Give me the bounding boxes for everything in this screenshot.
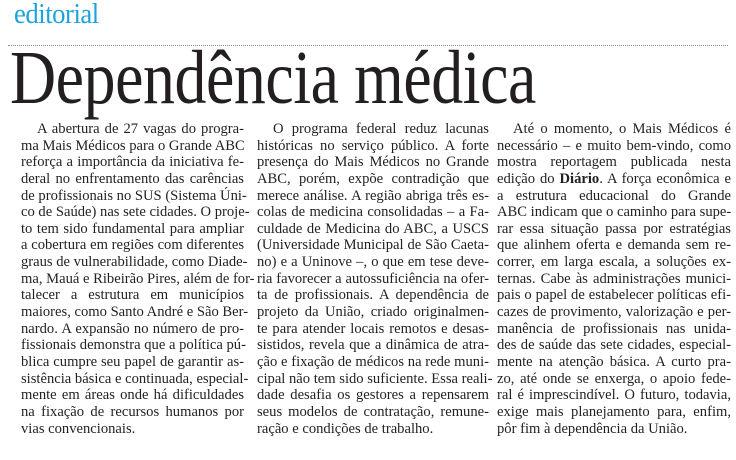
text-line: ma, Mauá e Ribeirão Pires, além de for- — [21, 270, 255, 287]
text-line: manência de profissionais nas unida- — [497, 320, 731, 337]
text-line: presença do Mais Médicos no Grande — [257, 154, 489, 171]
text-line: ral é imprescindível. O futuro, todavia, — [497, 387, 731, 404]
text-line: cazes de provimento, valorização e per- — [497, 304, 731, 321]
text-line: no) e a Uninove –, o que em tese deve- — [257, 254, 489, 271]
column-1 — [21, 121, 255, 437]
text-line: mostra reportagem publicada nesta — [497, 154, 731, 171]
text-line: blica cumpre seu papel de garantir as- — [21, 353, 244, 370]
text-line: des de saúde das sete cidades, especial- — [497, 337, 731, 354]
text-line: ta de profissionais. A dependência de — [257, 287, 489, 304]
text-line: ABC, porém, expõe contradição que — [257, 170, 489, 187]
text-line: pôr fim à dependência da União. — [497, 420, 688, 437]
text-line: graus de vulnerabilidade, como Diade- — [21, 254, 248, 271]
text-line: pais o papel de estabelecer políticas efi- — [497, 287, 731, 304]
text-line: culdade de Medicina do ABC, a USCS — [257, 220, 489, 237]
text-line: colas de medicina consolidadas – a Fa- — [257, 204, 489, 221]
text-line: ternas. Cabe às administrações munici- — [497, 270, 731, 287]
text-line — [497, 171, 731, 188]
section-label: editorial — [14, 0, 99, 30]
text-line: sistidos, revela que a dinâmica de atra- — [257, 337, 489, 354]
text-line: projeto da União, criado originalmen- — [257, 304, 489, 321]
text-line: mente em áreas onde há dificuldades — [21, 387, 244, 404]
headline: Dependência médica — [10, 36, 536, 120]
text-line: seus modelos de contratação, remune- — [257, 403, 489, 420]
text-line: ABC indicam que o caminho para supe- — [497, 204, 732, 221]
text-line: reforça a importância da iniciativa fe- — [21, 154, 244, 171]
text-line: necessário – e muito bem-vindo, como — [497, 137, 731, 154]
column-2 — [257, 121, 493, 437]
text-line: de profissionais no SUS (Sistema Úni- — [21, 187, 247, 204]
text-line: Até o momento, o Mais Médicos é — [513, 121, 731, 137]
text-line: ção e fixação de médicos na rede muni- — [257, 353, 489, 370]
text-line: co de Saúde) nas sete cidades. O proje- — [21, 204, 250, 221]
text-line: mente na atenção básica. A curto pra- — [497, 353, 731, 370]
text-line: nardo. A expansão no número de pro- — [21, 320, 244, 337]
text-line: rar essa situação passa por estratégias — [497, 220, 731, 237]
text-line: ria favorecer a autossuficiência na ofer- — [257, 270, 489, 287]
text-line: zo, até onde se enxerga, o apoio fede- — [497, 370, 731, 387]
text-line: maiores, como Santo André e São Ber- — [21, 304, 249, 321]
text-line: te para atender locais remotos e desas- — [257, 320, 489, 337]
text-line: a estrutura educacional do Grande — [497, 187, 731, 204]
text-line: to tem sido fundamental para ampliar — [21, 220, 244, 237]
text-line: merece análise. A região abriga três es- — [257, 187, 489, 204]
text-line: exige mais planejamento para, enfim, — [497, 403, 731, 420]
text-fragment: . A força econômica e — [599, 170, 732, 187]
text-line: históricas no serviço público. A forte — [257, 137, 489, 154]
paragraph-first-line: O programa federal reduz lacunas — [273, 121, 489, 137]
text-line: talecer a estrutura em municípios — [21, 287, 244, 304]
paragraph-first-line: A abertura de 27 vagas do progra- — [37, 121, 244, 137]
text-line: a cobertura em regiões com diferentes — [21, 237, 244, 254]
text-line: sistência básica e continuada, especial- — [21, 370, 249, 387]
text-line: correr, em larga escala, a soluções ex- — [497, 254, 731, 271]
text-line: dade desafia os gestores a repensarem — [257, 387, 489, 404]
text-fragment: edição do — [497, 170, 555, 187]
text-line: (Universidade Municipal de São Caeta- — [257, 237, 489, 254]
text-line: ração e condições de trabalho. — [257, 420, 434, 437]
text-line: cipal não tem sido suficiente. Essa reali- — [257, 370, 493, 387]
text-line: ma Mais Médicos para o Grande ABC — [21, 137, 245, 154]
text-line: vias convencionais. — [21, 420, 136, 437]
text-line: na fixação de recursos humanos por — [21, 403, 244, 420]
column-3 — [497, 121, 731, 437]
text-line: fissionais demonstra que a política pú- — [21, 337, 246, 354]
newspaper-name: Diário — [554, 170, 600, 187]
text-line: deral no enfrentamento das carências — [21, 170, 244, 187]
text-line: que alinhem oferta e demanda sem re- — [497, 237, 731, 254]
